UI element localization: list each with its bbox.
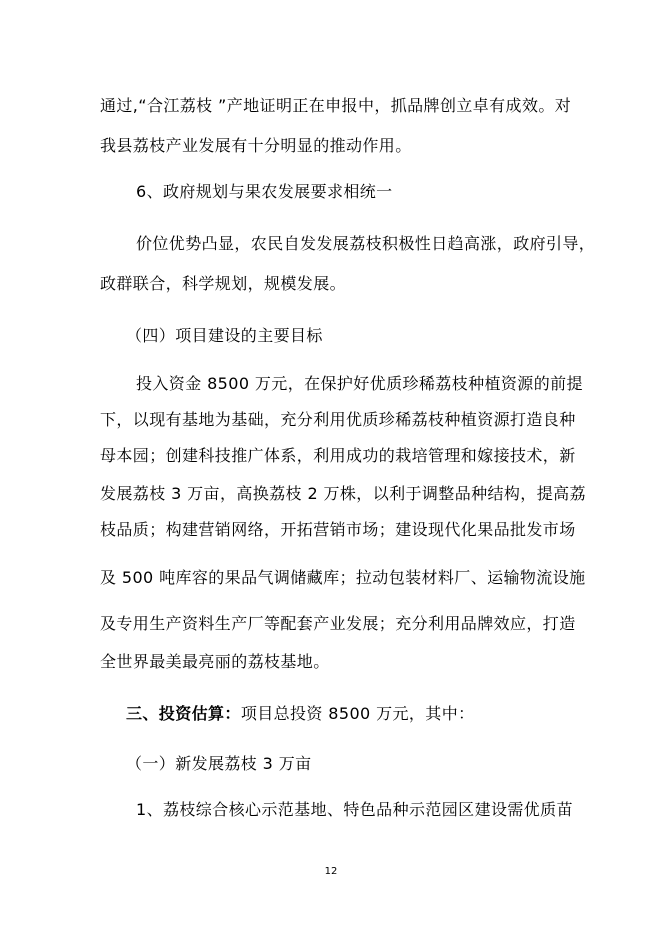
- heading-main-goals: （四）项目建设的主要目标: [126, 326, 323, 345]
- item-1-line: 1、荔枝综合核心示范基地、特色品种示范园区建设需优质苗: [136, 800, 573, 819]
- paragraph-line-6: 下，以现有基地为基础，充分利用优质珍稀荔枝种植资源打造良种: [100, 410, 576, 429]
- paragraph-line-11: 及专用生产资料生产厂等配套产业发展；充分利用品牌效应，打造: [100, 614, 576, 633]
- paragraph-line-4: 政群联合，科学规划，规模发展。: [100, 274, 347, 293]
- page-number: 12: [324, 866, 338, 877]
- paragraph-line-5: 投入资金 8500 万元，在保护好优质珍稀荔枝种植资源的前提: [136, 374, 583, 393]
- paragraph-line-10: 及 500 吨库容的果品气调储藏库；拉动包装材料厂、运输物流设施: [100, 568, 586, 587]
- paragraph-line-1: 通过,“合江荔枝 ”产地证明正在申报中，抓品牌创立卓有成效。对: [100, 96, 572, 115]
- paragraph-line-7: 母本园；创建科技推广体系，利用成功的栽培管理和嫁接技术，新: [100, 446, 576, 465]
- paragraph-line-12: 全世界最美最亮丽的荔枝基地。: [100, 652, 330, 671]
- paragraph-line-2: 我县荔枝产业发展有十分明显的推动作用。: [100, 136, 412, 155]
- paragraph-line-8: 发展荔枝 3 万亩，高换荔枝 2 万株，以利于调整品种结构，提高荔: [100, 484, 586, 503]
- paragraph-line-9: 枝品质；构建营销网络，开拓营销市场；建设现代化果品批发市场: [100, 520, 576, 539]
- subsection-1-heading: （一）新发展荔枝 3 万亩: [126, 754, 312, 773]
- section-3-heading: 三、投资估算：: [126, 704, 241, 723]
- heading-gov-planning: 6、政府规划与果农发展要求相统一: [136, 182, 393, 201]
- section-3-text: 项目总投资 8500 万元，其中：: [240, 704, 475, 723]
- section-3-line: [126, 704, 475, 724]
- paragraph-line-3: 价位优势凸显，农民自发发展荔枝积极性日趋高涨，政府引导，: [136, 234, 596, 253]
